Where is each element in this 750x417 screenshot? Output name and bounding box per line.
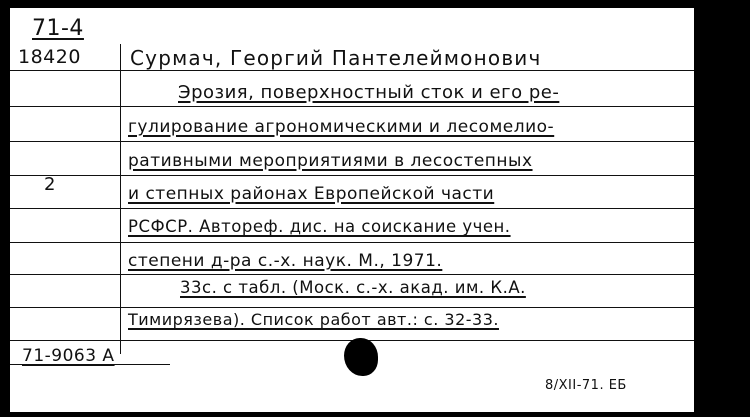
rule-line <box>10 106 694 107</box>
rule-line <box>10 242 694 243</box>
ink-blot-tail <box>368 342 372 352</box>
rule-line <box>10 208 694 209</box>
description-line-6: степени д-ра с.-х. наук. М., 1971. <box>128 251 443 271</box>
accession-number: 71-9063 А <box>22 346 115 366</box>
author-heading: Сурмач, Георгий Пантелеймонович <box>130 46 542 70</box>
description-line-5: РСФСР. Автореф. дис. на соискание учен. <box>128 217 511 236</box>
ink-blot <box>344 338 378 376</box>
call-number-bottom: 18420 <box>18 46 81 68</box>
description-line-1: Эрозия, поверхностный сток и его ре- <box>178 82 560 103</box>
description-line-7: 33с. с табл. (Моск. с.-х. акад. им. К.А. <box>180 278 526 297</box>
catalog-card <box>10 8 694 412</box>
description-line-3: ративными мероприятиями в лесостепных <box>128 151 533 171</box>
rule-line <box>10 274 694 275</box>
margin-mark: 2 <box>44 174 56 195</box>
rule-line <box>10 141 694 142</box>
description-line-8: Тимирязева). Список работ авт.: с. 32-33. <box>128 310 499 329</box>
rule-line <box>10 307 694 308</box>
description-line-4: и степных районах Европейской части <box>128 184 495 204</box>
call-number-top: 71-4 <box>32 16 84 41</box>
rule-line <box>10 70 694 71</box>
rule-line <box>10 175 694 176</box>
date-stamp: 8/XII-71. ЕБ <box>545 378 627 393</box>
description-line-2: гулирование агрономическими и лесомелио- <box>128 117 555 137</box>
